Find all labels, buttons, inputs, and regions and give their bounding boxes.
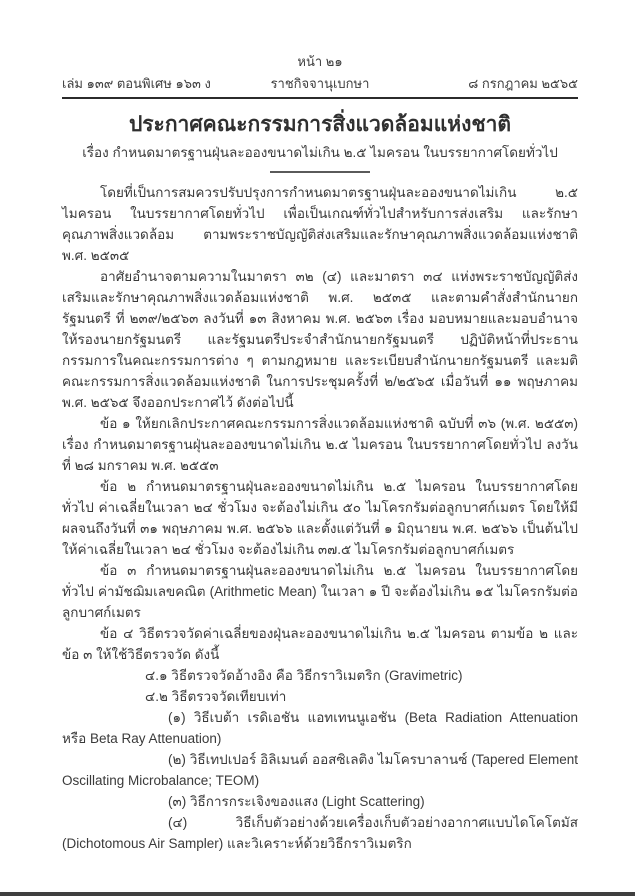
document-subject: เรื่อง กำหนดมาตรฐานฝุ่นละอองขนาดไม่เกิน ๒.๕ ไมครอน ในบรรยากาศโดยทั่วไป xyxy=(82,145,558,160)
paragraph-method-1: (๑) วิธีเบต้า เรดิเอชัน แอทเทนนูเอชัน (Beta Radiation Attenuation หรือ Beta Ray Attenuation) xyxy=(62,710,578,746)
page-number-label: หน้า ๒๑ xyxy=(297,54,343,69)
title-divider xyxy=(270,171,370,173)
paragraph-preamble: โดยที่เป็นการสมควรปรับปรุงการกำหนดมาตรฐานฝุ่นละอองขนาดไม่เกิน ๒.๕ ไมครอน ในบรรยากาศโดยทั่วไป เพื่อเป็นเกณฑ์ทั่วไปสำหรับการส่งเสริม และรักษาคุณภาพสิ่งแวดล้อม ตามพระราชบัญญัติส่งเสริมและรักษาคุณภาพสิ่งแวดล้อมแห่งชาติ พ.ศ. ๒๕๓๕ xyxy=(62,185,578,263)
paragraph-clause-1: ข้อ ๑ ให้ยกเลิกประกาศคณะกรรมการสิ่งแวดล้อมแห่งชาติ ฉบับที่ ๓๖ (พ.ศ. ๒๕๕๓) เรื่อง กำหนดมาตรฐานฝุ่นละอองขนาดไม่เกิน ๒.๕ ไมครอน ในบรรยากาศโดยทั่วไป ลงวันที่ ๒๘ มกราคม พ.ศ. ๒๕๕๓ xyxy=(62,416,578,473)
window-bottom-edge xyxy=(0,892,635,896)
document-title: ประกาศคณะกรรมการสิ่งแวดล้อมแห่งชาติ xyxy=(128,113,512,136)
paragraph-method-3: (๓) วิธีการกระเจิงของแสง (Light Scattering) xyxy=(168,794,425,809)
masthead xyxy=(62,76,578,92)
paragraph-method-2: (๒) วิธีเทปเปอร์ อิลิเมนต์ ออสซิเลติง ไมโครบาลานซ์ (Tapered Element Oscillating Microbalance; TEOM) xyxy=(62,752,578,788)
paragraph-clause-4: ข้อ ๔ วิธีตรวจวัดค่าเฉลี่ยของฝุ่นละอองขนาดไม่เกิน ๒.๕ ไมครอน ตามข้อ ๒ และข้อ ๓ ให้ใช้วิธีตรวจวัด ดังนี้ xyxy=(62,626,578,662)
gazette-name-label: ราชกิจจานุเบกษา xyxy=(270,76,370,91)
document-body xyxy=(62,182,578,854)
paragraph-method-4: (๔) วิธีเก็บตัวอย่างด้วยเครื่องเก็บตัวอย่างอากาศแบบไดโคโตมัส (Dichotomous Air Sampler) และวิเคราะห์ด้วยวิธีกราวิเมตริก xyxy=(62,815,578,851)
volume-issue-label: เล่ม ๑๓๙ ตอนพิเศษ ๑๖๓ ง xyxy=(62,76,211,91)
publication-date-label: ๘ กรกฎาคม ๒๕๖๕ xyxy=(468,76,578,91)
paragraph-clause-3: ข้อ ๓ กำหนดมาตรฐานฝุ่นละอองขนาดไม่เกิน ๒.๕ ไมครอน ในบรรยากาศโดยทั่วไป ค่ามัชฌิมเลขคณิต (Arithmetic Mean) ในเวลา ๑ ปี จะต้องไม่เกิน ๑๕ ไมโครกรัมต่อลูกบาศก์เมตร xyxy=(62,563,578,620)
paragraph-authority: อาศัยอำนาจตามความในมาตรา ๓๒ (๔) และมาตรา ๓๔ แห่งพระราชบัญญัติส่งเสริมและรักษาคุณภาพสิ่งแวดล้อมแห่งชาติ พ.ศ. ๒๕๓๕ และตามคำสั่งสำนักนายกรัฐมนตรี ที่ ๒๓๙/๒๕๖๓ ลงวันที่ ๑๓ สิงหาคม พ.ศ. ๒๕๖๓ เรื่อง มอบหมายและมอบอำนาจให้รองนายกรัฐมนตรี และรัฐมนตรีประจำสำนักนายกรัฐมนตรี ปฏิบัติหน้าที่ประธานกรรมการในคณะกรรมการต่าง ๆ ตามกฎหมาย และระเบียบสำนักนายกรัฐมนตรี และมติคณะกรรมการสิ่งแวดล้อมแห่งชาติ ในการประชุมครั้งที่ ๒/๒๕๖๕ เมื่อวันที่ ๑๑ พฤษภาคม พ.ศ. ๒๕๖๕ จึงออกประกาศไว้ ดังต่อไปนี้ xyxy=(62,269,578,410)
masthead-rule xyxy=(62,97,578,99)
paragraph-clause-4-1: ๔.๑ วิธีตรวจวัดอ้างอิง คือ วิธีกราวิเมตริก (Gravimetric) xyxy=(145,668,463,683)
paragraph-clause-2: ข้อ ๒ กำหนดมาตรฐานฝุ่นละอองขนาดไม่เกิน ๒.๕ ไมครอน ในบรรยากาศโดยทั่วไป ค่าเฉลี่ยในเวลา ๒๔ ชั่วโมง จะต้องไม่เกิน ๕๐ ไมโครกรัมต่อลูกบาศก์เมตร โดยให้มีผลจนถึงวันที่ ๓๑ พฤษภาคม พ.ศ. ๒๕๖๖ และตั้งแต่วันที่ ๑ มิถุนายน พ.ศ. ๒๕๖๖ เป็นต้นไป ให้ค่าเฉลี่ยในเวลา ๒๔ ชั่วโมง จะต้องไม่เกิน ๓๗.๕ ไมโครกรัมต่อลูกบาศก์เมตร xyxy=(62,479,578,557)
paragraph-clause-4-2: ๔.๒ วิธีตรวจวัดเทียบเท่า xyxy=(145,689,287,704)
